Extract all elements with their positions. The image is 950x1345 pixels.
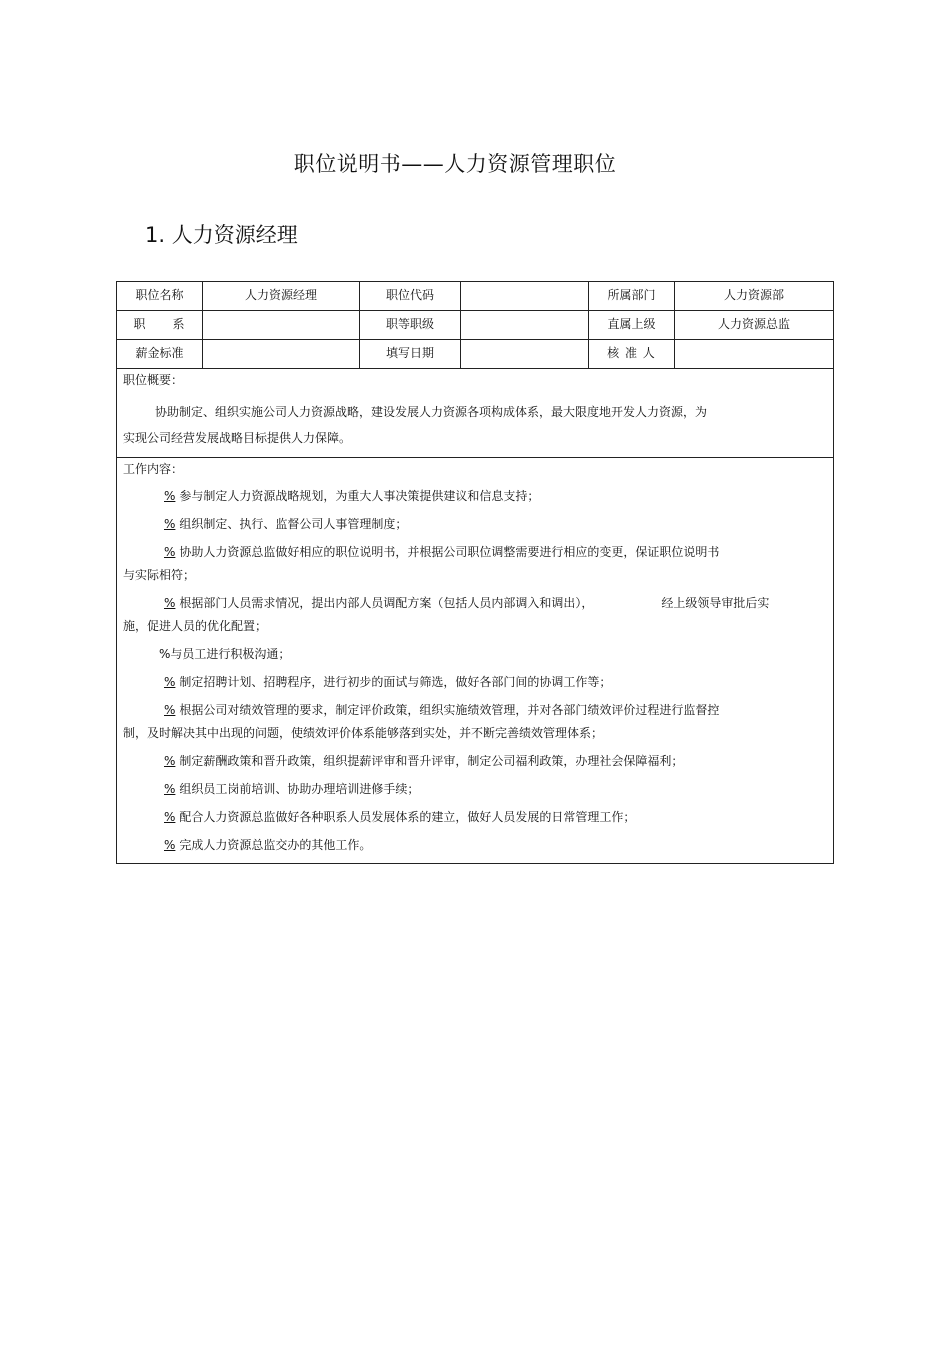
bullet-marker: % [164,489,176,504]
value-department: 人力资源部 [675,282,834,311]
duties-heading: 工作内容： [123,461,184,476]
item-text: 参与制定人力资源战略规划，为重大人事决策提供建议和信息支持； [179,489,540,504]
value-salary [203,340,360,369]
bullet-marker: % [164,675,176,690]
document-title: 职位说明书——人力资源管理职位 [293,152,617,176]
item-text-continued: 施，促进人员的优化配置； [123,619,268,634]
summary-line: 协助制定、组织实施公司人力资源战略，建设发展人力资源各项构成体系，最大限度地开发人力资源，为 [155,404,708,419]
section-title: 1. 人力资源经理 [145,223,298,247]
item-text: 根据公司对绩效管理的要求，制定评价政策，组织实施绩效管理，并对各部门绩效评价过程进行监督控 [179,703,720,718]
table-row [117,311,834,340]
list-item [123,750,827,773]
value-position-name: 人力资源经理 [203,282,360,311]
duties-cell [117,457,834,864]
item-text-part-b: 经上级领导审批后实 [661,596,770,611]
bullet-marker: % [164,838,176,853]
bullet-marker: % [164,810,176,825]
label-salary: 薪金标准 [117,340,203,369]
label-grade: 职等职级 [360,311,461,340]
label-department: 所属部门 [589,282,675,311]
list-item [123,671,827,694]
list-item [123,643,827,666]
label-supervisor: 直属上级 [589,311,675,340]
value-supervisor: 人力资源总监 [675,311,834,340]
list-item [123,806,827,829]
item-text: 协助人力资源总监做好相应的职位说明书，并根据公司职位调整需要进行相应的变更，保证职位说明书 [179,545,720,560]
list-item [123,541,827,587]
bullet-marker: % [164,545,176,560]
label-position-name: 职位名称 [117,282,203,311]
summary-heading: 职位概要： [123,373,184,387]
list-item [123,778,827,801]
value-approver [675,340,834,369]
list-item [123,592,827,638]
value-job-family [203,311,360,340]
list-item [123,834,827,857]
label-position-code: 职位代码 [360,282,461,311]
item-text-continued: 制，及时解决其中出现的问题，使绩效评价体系能够落到实处，并不断完善绩效管理体系； [123,726,604,741]
summary-row [117,369,834,458]
summary-cell [117,369,834,458]
value-position-code [461,282,589,311]
item-text: 制定招聘计划、招聘程序，进行初步的面试与筛选，做好各部门间的协调工作等； [179,675,612,690]
value-grade [461,311,589,340]
position-info-table [116,281,834,864]
bullet-marker: % [164,703,176,718]
bullet-marker: % [164,754,176,769]
list-item [123,485,827,508]
item-text: 完成人力资源总监交办的其他工作。 [179,838,372,853]
duties-row [117,457,834,864]
table-row [117,340,834,369]
item-text: 根据部门人员需求情况，提出内部人员调配方案（包括人员内部调入和调出）， [179,596,594,611]
item-text: 制定薪酬政策和晋升政策，组织提薪评审和晋升评审，制定公司福利政策，办理社会保障福利； [179,754,684,769]
item-text-continued: 与实际相符； [123,568,196,583]
value-fill-date [461,340,589,369]
item-text: 配合人力资源总监做好各种职系人员发展体系的建立，做好人员发展的日常管理工作； [179,810,636,825]
label-job-family: 职 系 [117,311,203,340]
label-fill-date: 填写日期 [360,340,461,369]
item-text: 组织制定、执行、监督公司人事管理制度； [179,517,408,532]
bullet-marker: % [164,782,176,797]
bullet-marker: % [164,517,176,532]
summary-line: 实现公司经营发展战略目标提供人力保障。 [123,430,352,445]
label-approver: 核 准 人 [589,340,675,369]
item-text: %与员工进行积极沟通； [159,647,291,662]
item-text: 组织员工岗前培训、协助办理培训进修手续； [179,782,420,797]
bullet-marker: % [164,596,176,611]
table-row [117,282,834,311]
list-item [123,513,827,536]
list-item [123,699,827,745]
